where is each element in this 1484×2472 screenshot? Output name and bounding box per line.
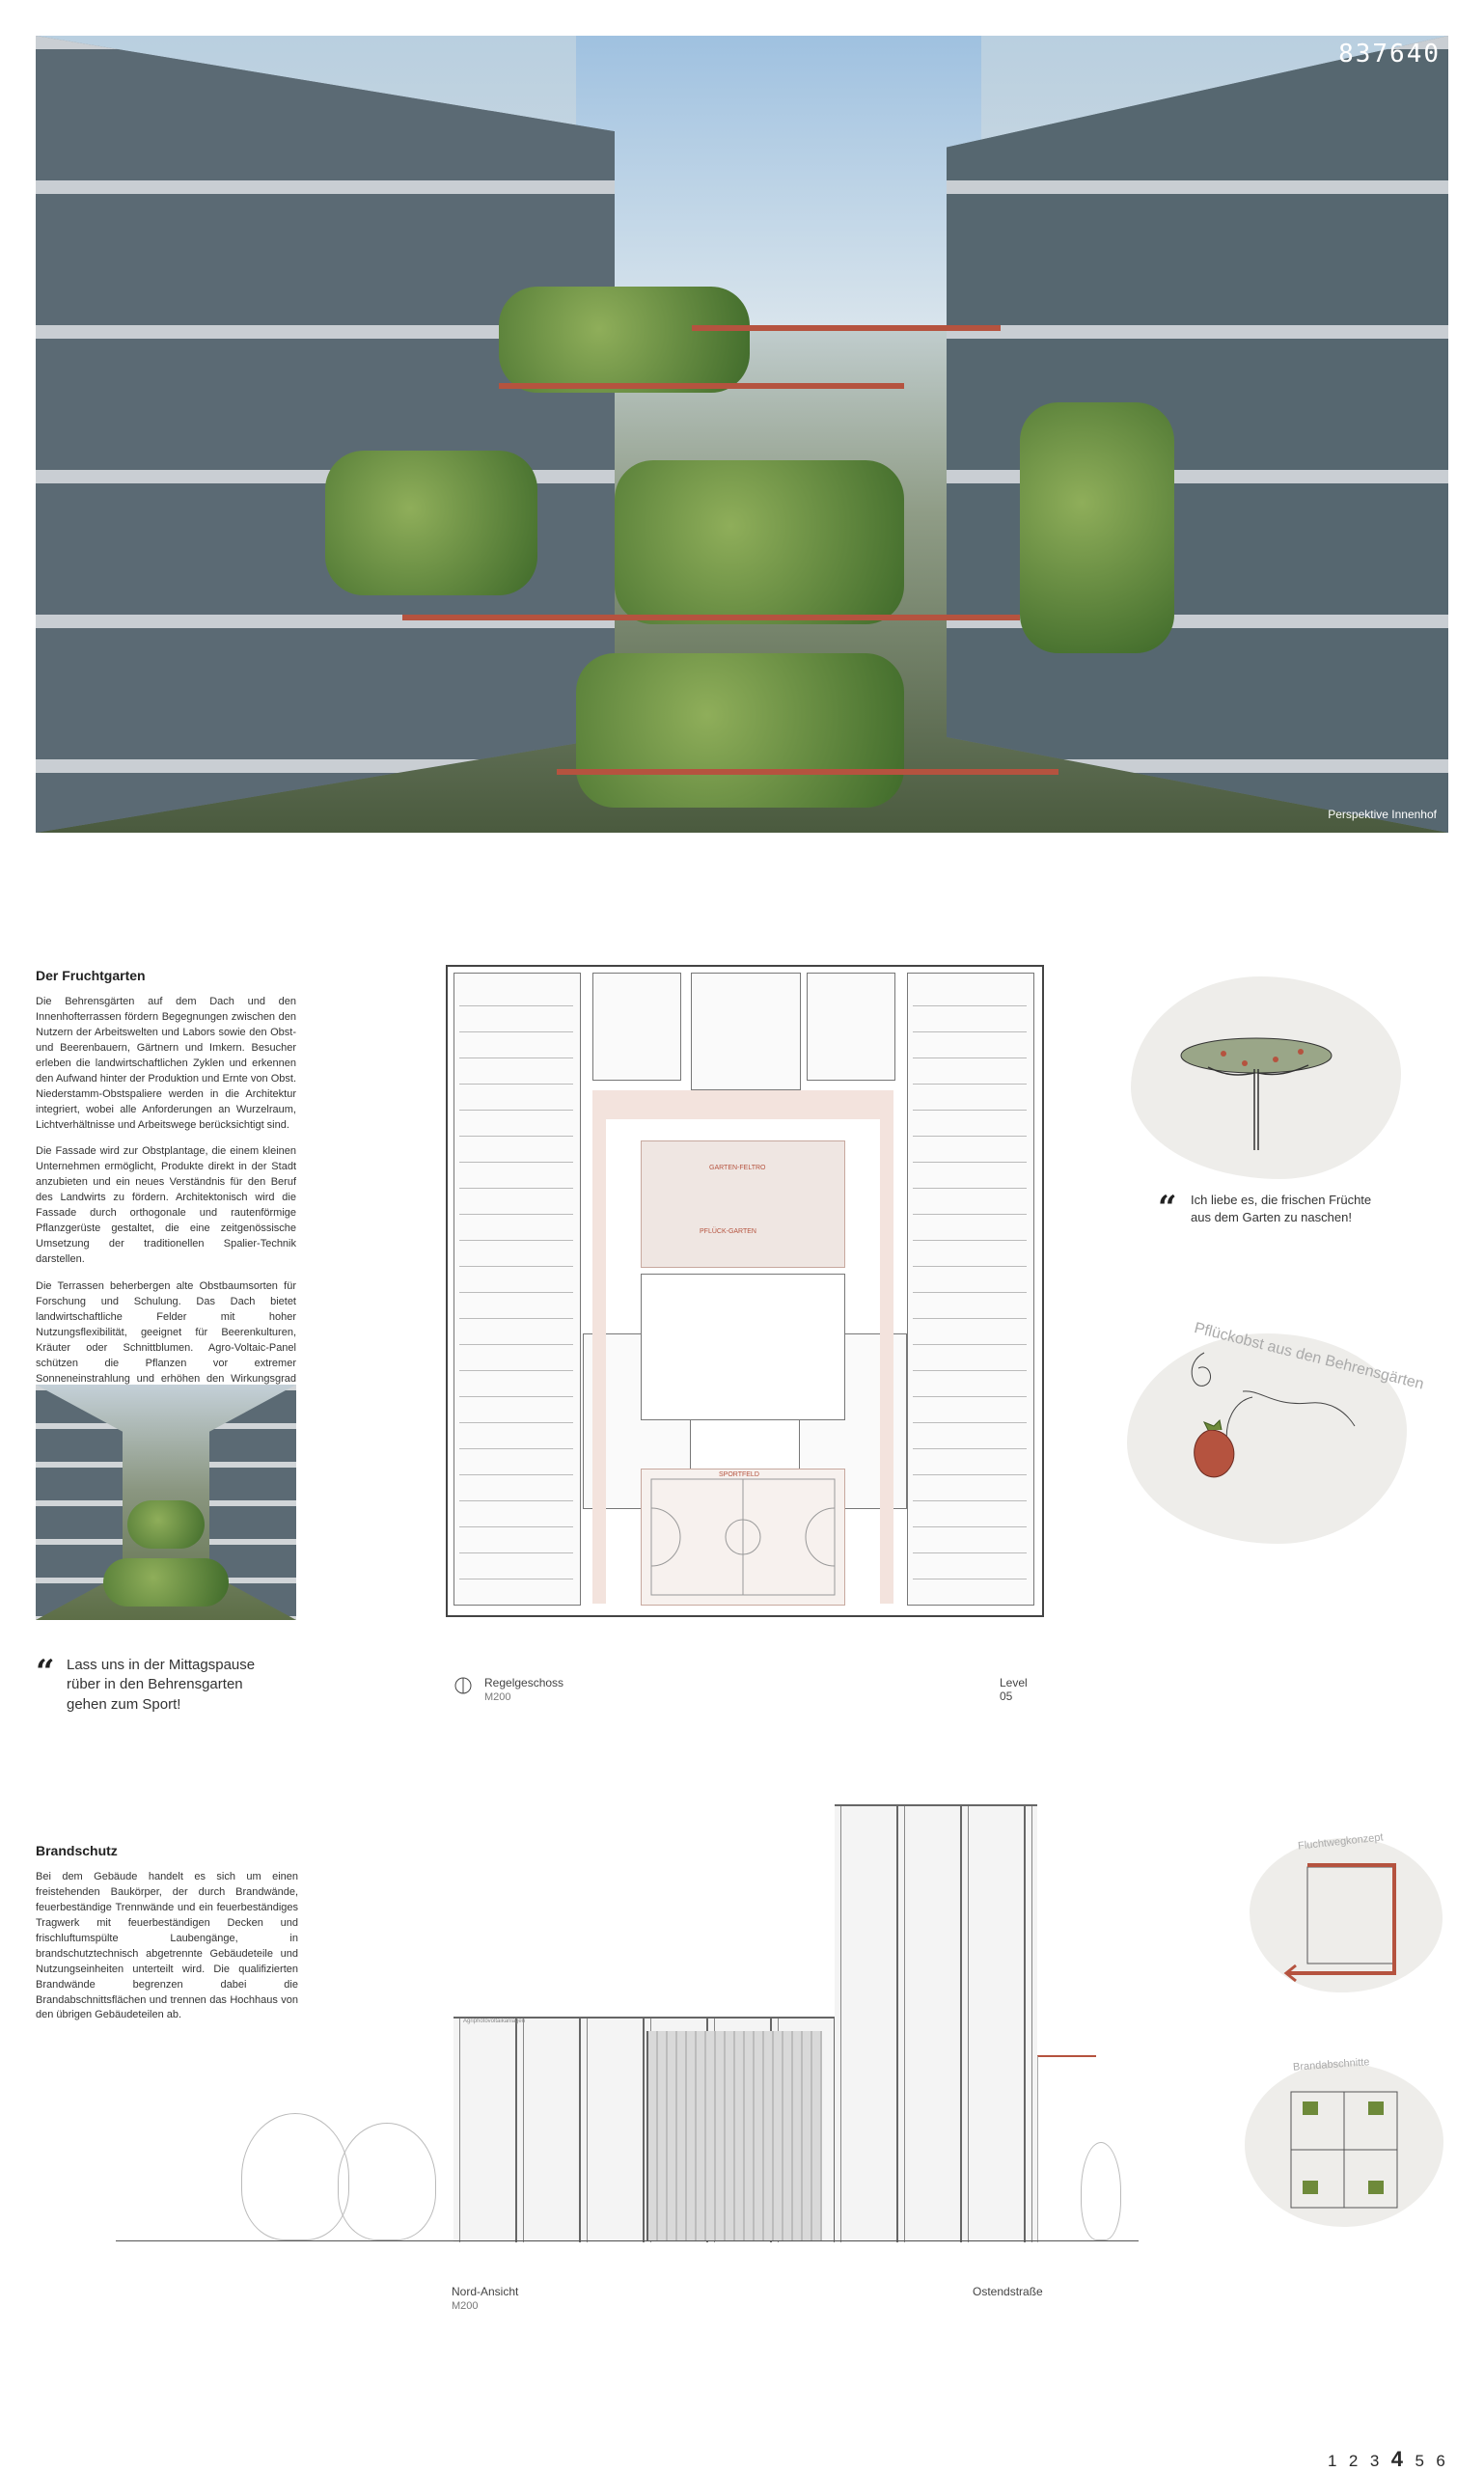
lab-block (691, 973, 801, 1090)
planting (325, 451, 537, 595)
desk-rows (913, 980, 1027, 1598)
core-right (807, 973, 895, 1081)
quote-text: Lass uns in der Mittagspause rüber in den Behrensgarten gehen zum Sport! (67, 1657, 256, 1713)
desk-rows (459, 980, 573, 1598)
north-elevation (116, 1795, 1139, 2258)
north-arrow-icon (453, 1676, 473, 1695)
terrace (592, 1112, 606, 1604)
facade-left (36, 36, 615, 833)
page-number[interactable]: 5 (1415, 2452, 1424, 2470)
tree (338, 2123, 436, 2240)
plan-label: GARTEN-FELTRO (709, 1165, 766, 1171)
sports-field (641, 1469, 845, 1606)
plan-title: Regelgeschoss (484, 1676, 564, 1689)
elevation-caption (452, 2285, 518, 2312)
fruchtgarten-section (36, 968, 296, 1402)
quote-right (1158, 1189, 1389, 1227)
street-label: Ostendstraße (973, 2285, 1043, 2298)
walkway-edge (557, 769, 1058, 775)
escape-route-blob (1250, 1831, 1443, 1992)
paragraph: Die Fassade wird zur Obstplantage, die einem kleinen Unternehmen ermöglicht, Produkte direkt in der Stadt anzubieten und ein neues Verständnis für den Beruf des Landwirts zu fördern. Architektonisch wird die Fassade durch orthogonale und rautenförmige Pflanzgerüste gestaltet, die eine zeitgenössische Umsetzung der traditionellen Spalier-Technik darstellen. (36, 1145, 296, 1265)
terrace (592, 1090, 893, 1119)
paragraph: Bei dem Gebäude handelt es sich um einen freistehenden Baukörper, der durch Brandwände, feuerbeständige Trennwände und ein feuerbeständiges Tragwerk mit feuerbeständigen Decken und frischluftumspülte Laubengänge, in brandschutztechnisch abgetrennte Gebäudeteile und Nutzungseinheiten unterteilt wird. Die qualifizierten Brandwände begrenzen dabei die Brandabschnittsflächen und trennen das Hochhaus von den übrigen Gebäudeteilen ab. (36, 1871, 298, 2021)
fire-compartment-blob (1245, 2056, 1443, 2227)
hero-render (36, 36, 1448, 833)
competition-id: 837640 (1338, 40, 1441, 69)
planting (576, 653, 904, 808)
ground-line (116, 2240, 1139, 2241)
walkway-edge (499, 383, 904, 389)
plan-scale: M200 (484, 1691, 511, 1703)
diagram-label: Fluchtwegkonzept (1297, 1831, 1385, 1853)
arc-label: Pflückobst aus den Behrensgärten (1192, 1320, 1426, 1393)
facade-screen (646, 2031, 822, 2240)
walkway-edge (402, 615, 1020, 620)
planting (1020, 402, 1174, 653)
courtyard-photo (36, 1385, 296, 1620)
page-number[interactable]: 3 (1369, 2452, 1380, 2470)
escape-route-icon (1250, 1838, 1443, 1992)
section-title: Der Fruchtgarten (36, 968, 146, 983)
roof-label: Agriphotovoltaikanlagen (463, 2019, 526, 2024)
fire-compartment-icon (1245, 2063, 1443, 2227)
elevation-title: Nord-Ansicht (452, 2285, 519, 2298)
planting (615, 460, 904, 624)
page-number-current[interactable]: 4 (1390, 2447, 1404, 2471)
planting (499, 287, 750, 393)
floor-plan (446, 965, 1044, 1617)
tree (241, 2113, 349, 2240)
core-left (592, 973, 681, 1081)
page-number[interactable]: 1 (1328, 2452, 1337, 2470)
quote-mark-icon: “ (1158, 1189, 1177, 1227)
diagram-label: Brandabschnitte (1292, 2056, 1370, 2074)
sky (576, 36, 981, 325)
terrace (880, 1112, 893, 1604)
quote-text: Ich liebe es, die frischen Früchte aus dem Garten zu naschen! (1191, 1193, 1372, 1224)
plan-label: SPORTFELD (719, 1471, 759, 1478)
page-number[interactable]: 2 (1348, 2452, 1359, 2470)
quote-mark-icon: “ (36, 1653, 55, 1691)
tree (1081, 2142, 1121, 2240)
quote-left (36, 1653, 287, 1715)
section-title: Brandschutz (36, 1843, 118, 1858)
page-number[interactable]: 6 (1436, 2452, 1445, 2470)
paragraph: Die Terrassen beherbergen alte Obstbaumsorten für Forschung und Schulung. Das Dach bietet landwirtschaftliche Felder mit hoher Nutzungsflexibilität, geeignet für Beerenkulturen, Kräuter oder Schnittblumen. Agro-Voltaic-Panel schützen die Pflanzen vor extremer Sonneneinstrahlung und erhöhen den Wirkungsgrad (36, 1279, 296, 1385)
void (641, 1274, 845, 1420)
garden-courtyard (641, 1140, 845, 1268)
plan-level: Level 05 (1000, 1676, 1028, 1703)
elevation-scale: M200 (452, 2300, 479, 2312)
plan-label: PFLÜCK-GARTEN (700, 1228, 756, 1235)
hero-caption: Perspektive Innenhof (1328, 808, 1437, 821)
paragraph: Die Behrensgärten auf dem Dach und den Innenhofterrassen fördern Begegnungen zwischen den Nutzern der Arbeitswelten und Labors sowie den Obst- und Beerenbauern, Gärtnern und Imkern. Besucher erleben die landwirtschaftlichen Zyklen und erkennen den Aufwand hinter der Produktion und Ernte von Obst. Niederstamm-Obstspaliere werden in die Architektur integriert, wobei alle Anforderungen an Wurzelraum, Lichtverhältnisse und Arbeitswege berücksichtigt sind. (36, 996, 296, 1131)
tree-illustration-blob (1131, 976, 1401, 1179)
tower (835, 1804, 1037, 2242)
tree-icon (1131, 976, 1401, 1179)
walkway-edge (692, 325, 1001, 331)
page-navigator (1324, 2447, 1449, 2472)
